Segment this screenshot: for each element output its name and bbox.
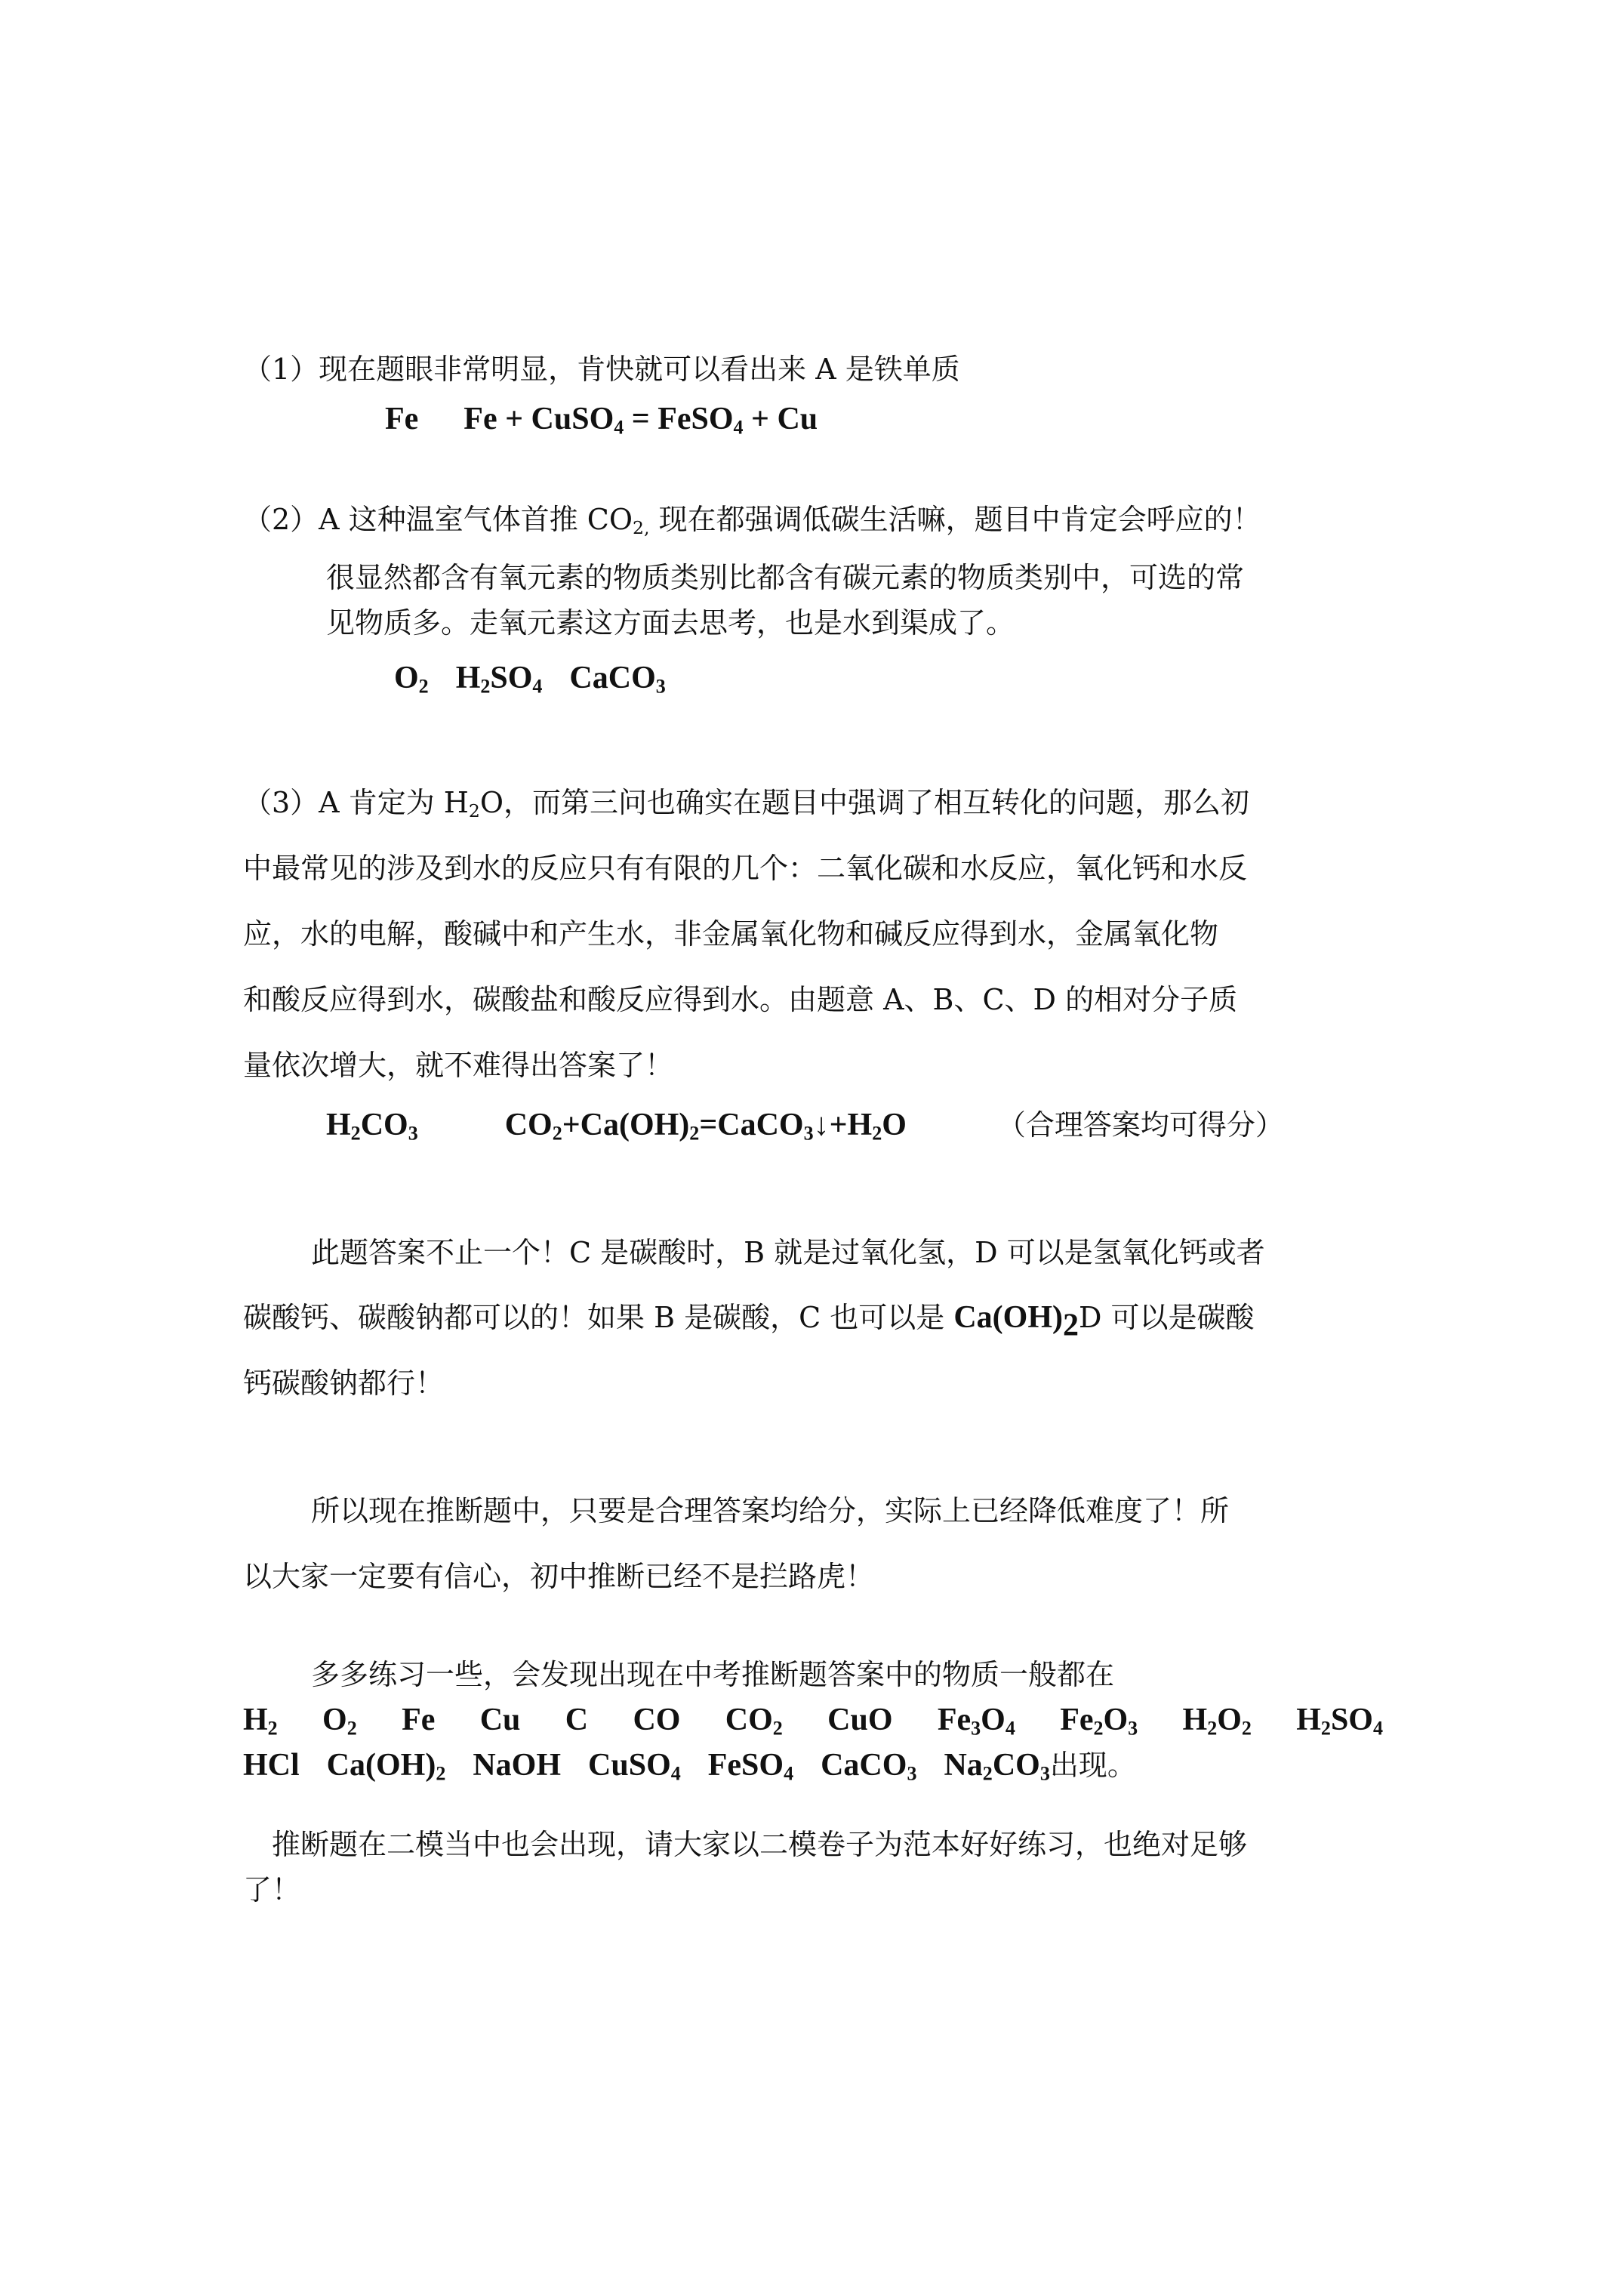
- q2-line1: [243, 501, 1261, 538]
- formula-text: Cu: [479, 1703, 521, 1737]
- p3-line1: 多多练习一些，会发现出现在中考推断题答案中的物质一般都在: [311, 1658, 1115, 1691]
- q1-eq-part3: + Cu: [743, 402, 818, 436]
- formula-subscript: 3: [1039, 1762, 1050, 1785]
- q3-eq-caco: =CaCO: [699, 1108, 804, 1142]
- formula-subscript: 2: [436, 1762, 446, 1785]
- p4-line2: 了！: [243, 1873, 301, 1906]
- q2-answer-h2so4-sub2: 4: [532, 675, 543, 698]
- substance-formula: [725, 1701, 783, 1739]
- formula-text: H: [1182, 1703, 1208, 1737]
- q3-line4: 和酸反应得到水，碳酸盐和酸反应得到水。由题意 A、B、C、D 的相对分子质: [243, 983, 1238, 1016]
- q3-eq-caoh: +Ca(OH): [562, 1108, 690, 1142]
- substance-formula: [473, 1748, 561, 1783]
- q2-answers: [394, 659, 666, 697]
- q2-answer-h2so4-sub1: 2: [480, 675, 491, 698]
- p2-line1: 所以现在推断题中，只要是合理答案均给分，实际上已经降低难度了！所: [311, 1494, 1230, 1527]
- q3-note: （合理答案均可得分）: [996, 1108, 1284, 1142]
- substance-formula: [322, 1701, 357, 1739]
- substance-formula: [1060, 1701, 1138, 1739]
- q2-answer-caco3: CaCO: [569, 661, 656, 695]
- q1-text: （1）现在题眼非常明显，肯快就可以看出来 A 是铁单质: [243, 353, 960, 386]
- formula-text: FeSO: [707, 1748, 784, 1783]
- q3-line3: 应，水的电解，酸碱中和产生水，非金属氧化物和碱反应得到水，金属氧化物: [243, 917, 1219, 951]
- substance-formula: [243, 1701, 278, 1739]
- formula-text: O: [322, 1703, 347, 1737]
- formula-subscript: 3: [971, 1717, 981, 1740]
- formula-subscript: 2: [346, 1717, 357, 1740]
- substance-formula: [1296, 1701, 1383, 1739]
- q2-line1-post: 现在都强调低碳生活嘛，题目中肯定会呼应的！: [649, 503, 1261, 536]
- q3-line1-pre: （3）A 肯定为 H: [243, 786, 469, 819]
- formula-text: SO: [1330, 1703, 1373, 1737]
- q2-answer-caco3-sub: 3: [655, 675, 666, 698]
- q3-line5: 量依次增大，就不难得出答案了！: [243, 1049, 674, 1082]
- q3-eq-h-sub: 2: [872, 1122, 882, 1145]
- q2-answer-o2: O: [394, 661, 419, 695]
- p1-line2-pre: 碳酸钙、碳酸钠都可以的！如果 B 是碳酸，C 也可以是: [243, 1301, 954, 1334]
- formula-subscript: 2: [267, 1717, 278, 1740]
- formula-text: O: [981, 1703, 1006, 1737]
- q3-answer-co: CO: [360, 1108, 408, 1142]
- formula-subscript: 2: [1093, 1717, 1104, 1740]
- q3-equation: [504, 1108, 907, 1145]
- p1-line2-formula: Ca(OH): [953, 1300, 1063, 1335]
- substance-formula: [944, 1748, 1049, 1783]
- formula-text: O: [1103, 1703, 1129, 1737]
- formula-text: H: [243, 1703, 268, 1737]
- formula-subscript: 2: [772, 1717, 783, 1740]
- q2-line1-sub: 2,: [633, 516, 650, 538]
- formula-subscript: 3: [1128, 1717, 1138, 1740]
- formula-text: C: [565, 1703, 589, 1737]
- q3-line2: 中最常见的涉及到水的反应只有有限的几个：二氧化碳和水反应，氧化钙和水反: [243, 852, 1248, 885]
- formula-text: Ca(OH): [326, 1748, 436, 1783]
- q3-line1-post: O，而第三问也确实在题目中强调了相互转化的问题，那么初: [479, 786, 1250, 819]
- p4-line1: 推断题在二模当中也会出现，请大家以二模卷子为范本好好练习，也绝对足够: [272, 1828, 1248, 1861]
- p1-line2-post: D 可以是碳酸: [1078, 1301, 1255, 1334]
- q2-answer-h2so4-so: SO: [490, 661, 533, 695]
- substance-formula: [402, 1701, 435, 1739]
- formula-subscript: 2: [1241, 1717, 1252, 1740]
- q3-answer-h-sub: 2: [350, 1122, 361, 1145]
- q1-eq-sub1: 4: [614, 416, 624, 439]
- formula-text: CuO: [827, 1703, 893, 1737]
- formula-text: Na: [944, 1748, 983, 1783]
- substance-list-tail: 出现。: [1049, 1749, 1136, 1782]
- formula-subscript: 2: [1207, 1717, 1218, 1740]
- q2-answer-o2-sub: 2: [418, 675, 429, 698]
- p1-line3: 钙碳酸钠都行！: [243, 1367, 445, 1400]
- q3-answer-co-sub: 3: [408, 1122, 418, 1145]
- p2-line2: 以大家一定要有信心，初中推断已经不是拦路虎！: [243, 1560, 875, 1593]
- q3-eq-caco-sub: 3: [803, 1122, 814, 1145]
- q3-eq-o: O: [882, 1108, 907, 1142]
- formula-subscript: 4: [670, 1762, 681, 1785]
- q2-line1-pre: （2）A 这种温室气体首推 CO: [243, 503, 633, 536]
- substance-formula: [827, 1701, 892, 1739]
- substance-formula: [480, 1701, 521, 1739]
- formula-text: Fe: [937, 1703, 972, 1737]
- substance-formula: [588, 1748, 681, 1783]
- formula-subscript: 4: [1372, 1717, 1383, 1740]
- formula-text: NaOH: [473, 1748, 562, 1783]
- q3-answer-row: [326, 1106, 1284, 1144]
- substance-formula: [243, 1748, 300, 1783]
- q3-answer-h2co3: [326, 1108, 418, 1145]
- q2-line3: 见物质多。走氧元素这方面去思考，也是水到渠成了。: [326, 606, 1015, 639]
- substance-formula: [565, 1701, 588, 1739]
- q1-eq-part2: = FeSO: [624, 402, 734, 436]
- q3-eq-precipitate-arrow: ↓: [813, 1108, 830, 1142]
- formula-text: Fe: [402, 1703, 436, 1737]
- q1-eq-part1: Fe + CuSO: [463, 402, 614, 436]
- substance-formula: [938, 1701, 1015, 1739]
- formula-text: CuSO: [588, 1748, 671, 1783]
- formula-subscript: 2: [1320, 1717, 1331, 1740]
- formula-text: CO: [992, 1748, 1040, 1783]
- q3-eq-co: CO: [504, 1108, 553, 1142]
- formula-subscript: 4: [784, 1762, 794, 1785]
- formula-text: CaCO: [821, 1748, 907, 1783]
- p1-line1: 此题答案不止一个！C 是碳酸时，B 就是过氧化氢，D 可以是氢氧化钙或者: [311, 1236, 1265, 1269]
- q1-answer-fe: Fe: [385, 402, 419, 436]
- q3-eq-co-sub: 2: [552, 1122, 562, 1145]
- formula-subscript: 2: [982, 1762, 993, 1785]
- p1-line2: [243, 1299, 1255, 1343]
- substance-formula: [1183, 1701, 1252, 1739]
- formula-text: HCl: [243, 1748, 300, 1783]
- substance-formula: [633, 1701, 680, 1739]
- formula-subscript: 3: [907, 1762, 917, 1785]
- q3-eq-caoh-sub: 2: [689, 1122, 700, 1145]
- formula-text: CO: [633, 1703, 681, 1737]
- formula-text: Fe: [1060, 1703, 1094, 1737]
- q2-line2: 很显然都含有氧元素的物质类别比都含有碳元素的物质类别中，可选的常: [326, 561, 1245, 594]
- formula-text: CO: [725, 1703, 773, 1737]
- q3-line1-sub: 2: [468, 800, 480, 821]
- q2-answer-h2so4: H: [455, 661, 481, 695]
- p1-line2-formula-sub: 2: [1062, 1308, 1079, 1343]
- q3-answer-h: H: [326, 1108, 351, 1142]
- q3-line1: [243, 784, 1249, 821]
- formula-text: H: [1296, 1703, 1321, 1737]
- formula-text: O: [1217, 1703, 1242, 1737]
- substance-formula: [821, 1748, 916, 1783]
- q1-answer: [385, 400, 818, 438]
- substance-list-row2: [243, 1746, 1136, 1784]
- q1-eq-sub2: 4: [733, 416, 744, 439]
- q3-eq-h: +H: [829, 1108, 873, 1142]
- substance-formula: [708, 1748, 793, 1783]
- formula-subscript: 4: [1005, 1717, 1015, 1740]
- substance-list-row1: [243, 1701, 1383, 1739]
- substance-formula: [327, 1748, 446, 1783]
